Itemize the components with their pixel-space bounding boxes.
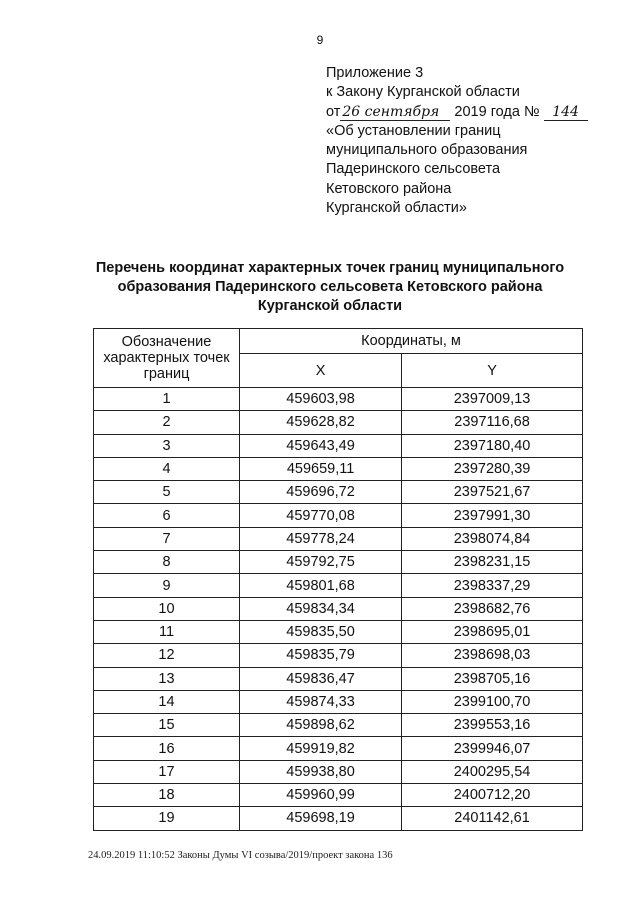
coord-y: 2399553,16	[402, 714, 583, 737]
point-number: 9	[94, 574, 240, 597]
point-number: 19	[94, 807, 240, 830]
point-number: 10	[94, 597, 240, 620]
coord-y: 2397180,40	[402, 434, 583, 457]
coord-x: 459628,82	[240, 411, 402, 434]
title-line-2: образования Падеринского сельсовета Кетовского района	[117, 279, 543, 295]
coord-x: 459603,98	[240, 388, 402, 411]
coord-x: 459801,68	[240, 574, 402, 597]
handwritten-date: 26 сентября	[340, 105, 450, 121]
law-name-line-2: муниципального образования	[326, 142, 528, 159]
table-row	[94, 527, 583, 550]
point-number: 13	[94, 667, 240, 690]
table-row	[94, 620, 583, 643]
handwritten-law-number: 144	[544, 105, 588, 121]
point-number: 3	[94, 434, 240, 457]
point-number: 16	[94, 737, 240, 760]
point-number: 4	[94, 457, 240, 480]
appendix-title: Приложение 3	[326, 65, 424, 81]
year-number-label: 2019 года №	[454, 103, 540, 120]
header-y: Y	[402, 354, 583, 388]
coord-y: 2398231,15	[402, 551, 583, 574]
header-x: X	[240, 354, 402, 388]
coord-x: 459938,80	[240, 760, 402, 783]
header-point-designation: Обозначение характерных точек границ	[94, 329, 240, 388]
coord-y: 2399946,07	[402, 737, 583, 760]
coord-x: 459792,75	[240, 551, 402, 574]
point-number: 1	[94, 388, 240, 411]
law-name-line-3: Падеринского сельсовета	[326, 161, 501, 178]
coordinates-table	[93, 328, 583, 831]
law-name-line-1: «Об установлении границ	[326, 122, 501, 139]
table-row	[94, 760, 583, 783]
table-row	[94, 690, 583, 713]
coord-y: 2398698,03	[402, 644, 583, 667]
coord-y: 2398705,16	[402, 667, 583, 690]
table-row	[94, 388, 583, 411]
coord-x: 459835,50	[240, 620, 402, 643]
coord-y: 2397116,68	[402, 411, 583, 434]
table-row	[94, 481, 583, 504]
point-number: 7	[94, 527, 240, 550]
point-number: 15	[94, 714, 240, 737]
table-row	[94, 737, 583, 760]
table-row	[94, 714, 583, 737]
coord-x: 459834,34	[240, 597, 402, 620]
appendix-block	[326, 64, 626, 218]
table-body	[94, 388, 583, 831]
table-row	[94, 504, 583, 527]
table-row	[94, 411, 583, 434]
table-row	[94, 574, 583, 597]
coord-y: 2401142,61	[402, 807, 583, 830]
header-coordinates: Координаты, м	[240, 329, 583, 354]
law-name-line-5: Курганской области»	[326, 200, 467, 217]
coord-y: 2397280,39	[402, 457, 583, 480]
table-row	[94, 457, 583, 480]
coord-x: 459835,79	[240, 644, 402, 667]
coord-y: 2397009,13	[402, 388, 583, 411]
page-number: 9	[316, 33, 324, 47]
coord-y: 2397991,30	[402, 504, 583, 527]
coord-x: 459778,24	[240, 527, 402, 550]
table-row	[94, 807, 583, 830]
point-number: 12	[94, 644, 240, 667]
footer-stamp: 24.09.2019 11:10:52 Законы Думы VI созыва/2019/проект закона 136	[88, 850, 393, 861]
coord-x: 459898,62	[240, 714, 402, 737]
table-row	[94, 644, 583, 667]
coord-x: 459919,82	[240, 737, 402, 760]
document-title	[40, 259, 620, 316]
point-number: 8	[94, 551, 240, 574]
table-row	[94, 434, 583, 457]
title-line-1: Перечень координат характерных точек границ муниципального	[95, 260, 565, 276]
coord-x: 459698,19	[240, 807, 402, 830]
coord-y: 2399100,70	[402, 690, 583, 713]
coord-y: 2398695,01	[402, 620, 583, 643]
coord-y: 2398337,29	[402, 574, 583, 597]
table-row	[94, 667, 583, 690]
coord-y: 2398074,84	[402, 527, 583, 550]
appendix-date-line	[326, 103, 626, 122]
point-number: 14	[94, 690, 240, 713]
coord-y: 2398682,76	[402, 597, 583, 620]
table-row	[94, 597, 583, 620]
law-name-line-4: Кетовского района	[326, 180, 452, 197]
point-number: 6	[94, 504, 240, 527]
point-number: 11	[94, 620, 240, 643]
table-row	[94, 551, 583, 574]
point-number: 17	[94, 760, 240, 783]
coord-x: 459770,08	[240, 504, 402, 527]
point-number: 2	[94, 411, 240, 434]
coord-x: 459836,47	[240, 667, 402, 690]
coord-x: 459659,11	[240, 457, 402, 480]
coord-x: 459874,33	[240, 690, 402, 713]
coord-x: 459960,99	[240, 784, 402, 807]
table-row	[94, 784, 583, 807]
point-number: 5	[94, 481, 240, 504]
date-prefix: от	[326, 103, 341, 120]
coord-y: 2397521,67	[402, 481, 583, 504]
coord-y: 2400712,20	[402, 784, 583, 807]
title-line-3: Курганской области	[257, 298, 403, 314]
coord-x: 459643,49	[240, 434, 402, 457]
point-number: 18	[94, 784, 240, 807]
coord-x: 459696,72	[240, 481, 402, 504]
coord-y: 2400295,54	[402, 760, 583, 783]
appendix-law-ref: к Закону Курганской области	[326, 84, 520, 101]
